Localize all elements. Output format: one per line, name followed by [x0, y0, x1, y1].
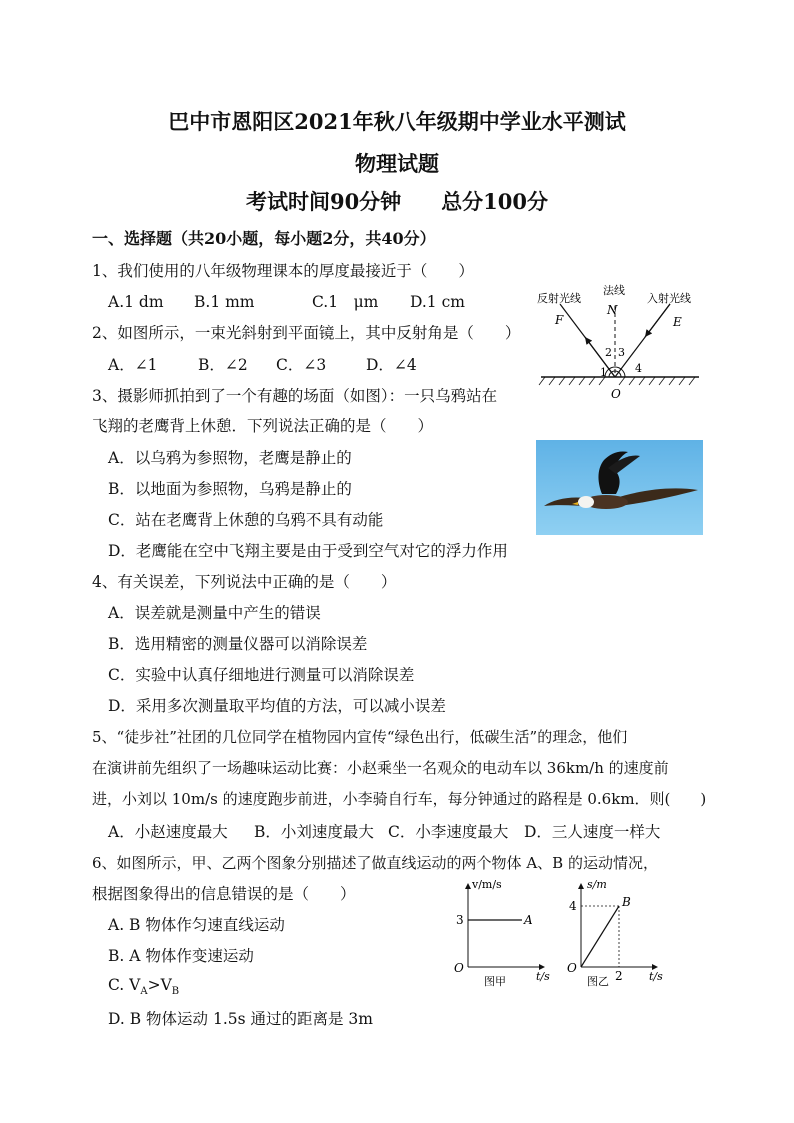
graph-b-distance-time	[565, 872, 675, 990]
graph-a-velocity-time	[448, 872, 558, 990]
exam-time: 考试时间90分钟	[245, 189, 402, 214]
question-5-options	[108, 820, 660, 842]
q4-option-c: C．实验中认真仔细地进行测量可以消除误差	[108, 666, 415, 684]
graph-a-y-tick: 3	[456, 913, 464, 927]
q1-option-b: B.1 mm	[194, 293, 255, 311]
graph-a-series-label: A	[524, 913, 533, 927]
q1-option-c: C.1 μm	[312, 293, 379, 311]
q5-option-b: B．小刘速度最大	[254, 823, 374, 841]
q6-option-a: A. B 物体作匀速直线运动	[108, 916, 285, 934]
question-3-stem-line2: 飞翔的老鹰背上休憩．下列说法正确的是（ ）	[92, 417, 434, 435]
eagle-head	[578, 496, 594, 508]
q3-option-b: B．以地面为参照物，乌鸦是静止的	[108, 480, 352, 498]
graph-b-x-tick: 2	[615, 969, 623, 983]
exam-title: 巴中市恩阳区2021年秋八年级期中学业水平测试	[168, 109, 626, 134]
angle-4-label: 4	[635, 362, 642, 375]
q4-option-d: D．采用多次测量取平均值的方法，可以减小误差	[108, 697, 446, 715]
section-heading: 一、选择题（共20小题，每小题2分，共40分）	[92, 229, 436, 248]
q5-option-c: C．小李速度最大	[388, 823, 509, 841]
graph-a-caption: 图甲	[484, 975, 506, 988]
question-5-stem-line2: 在演讲前先组织了一场趣味运动比赛：小赵乘坐一名观众的电动车以 36km/h 的速度前	[92, 759, 669, 777]
q2-option-a: A．∠1	[108, 356, 158, 374]
q5-option-d: D．三人速度一样大	[524, 823, 661, 841]
question-2-options	[108, 353, 417, 375]
q6-option-c	[108, 976, 179, 997]
q6-option-c-sub-a: A	[140, 986, 148, 998]
label-n: N	[607, 303, 618, 317]
question-4-stem: 4、有关误差，下列说法中正确的是（ ）	[92, 573, 397, 591]
question-5-stem-line1: 5、“徒步社”社团的几位同学在植物园内宣传“绿色出行，低碳生活”的理念，他们	[92, 728, 628, 746]
angle-3-label: 3	[618, 346, 625, 359]
graph-b-origin: O	[567, 961, 577, 975]
graph-b-caption: 图乙	[587, 975, 609, 988]
question-2-stem: 2、如图所示，一束光斜射到平面镜上，其中反射角是（ ）	[92, 324, 521, 342]
angle-1-label: 1	[600, 366, 607, 379]
q3-option-c: C．站在老鹰背上休憩的乌鸦不具有动能	[108, 511, 384, 529]
q4-option-a: A．误差就是测量中产生的错误	[108, 604, 321, 622]
label-e: E	[673, 315, 682, 329]
label-f: F	[555, 313, 564, 327]
graph-b-series-b	[581, 906, 619, 967]
q2-option-c: C．∠3	[276, 356, 327, 374]
q2-option-d: D．∠4	[366, 356, 417, 374]
total-score: 总分100分	[441, 189, 549, 214]
label-o: O	[611, 387, 621, 401]
graph-b-y-label: s/m	[587, 878, 607, 891]
angle-2-label: 2	[605, 346, 612, 359]
q6-option-c-gt: >V	[147, 976, 172, 994]
q1-option-d: D.1 cm	[410, 293, 465, 311]
graph-a-y-label: v/m/s	[472, 878, 502, 891]
graph-b-x-label: t/s	[649, 970, 663, 983]
question-6-stem-line1: 6、如图所示，甲、乙两个图象分别描述了做直线运动的两个物体 A、B 的运动情况，	[92, 854, 658, 872]
q6-option-c-prefix: C. V	[108, 976, 141, 994]
mirror-hatching	[539, 377, 695, 385]
graph-a-x-label: t/s	[536, 970, 550, 983]
q1-option-a: A.1 dm	[108, 293, 164, 311]
q3-option-d: D．老鹰能在空中飞翔主要是由于受到空气对它的浮力作用	[108, 542, 508, 560]
q4-option-b: B．选用精密的测量仪器可以消除误差	[108, 635, 368, 653]
exam-info	[0, 186, 794, 216]
graph-a-origin: O	[454, 961, 464, 975]
graph-b-series-label: B	[622, 895, 631, 909]
question-3-stem-line1: 3、摄影师抓拍到了一个有趣的场面（如图）：一只乌鸦站在	[92, 387, 498, 405]
incident-ray-arrow	[645, 304, 670, 337]
q6-option-c-sub-b: B	[171, 986, 180, 998]
q6-option-d: D. B 物体运动 1.5s 通过的距离是 3m	[108, 1010, 373, 1028]
q2-option-b: B．∠2	[198, 356, 248, 374]
question-1-options	[108, 290, 465, 312]
graph-b-y-tick: 4	[569, 899, 577, 913]
question-5-stem-line3: 进，小刘以 10m/s 的速度跑步前进，小李骑自行车，每分钟通过的路程是 0.6km．则( )	[92, 790, 707, 808]
q5-option-a: A．小赵速度最大	[108, 823, 228, 841]
q3-option-a: A．以乌鸦为参照物，老鹰是静止的	[108, 449, 352, 467]
incident-ray-label: 入射光线	[647, 292, 691, 305]
eagle-crow-photo	[536, 440, 703, 535]
question-6-stem-line2: 根据图象得出的信息错误的是（ ）	[92, 885, 356, 903]
q6-option-b: B. A 物体作变速运动	[108, 947, 254, 965]
normal-label: 法线	[603, 284, 625, 297]
subject-title: 物理试题	[355, 151, 439, 176]
reflection-diagram	[535, 282, 705, 402]
reflected-ray-label: 反射光线	[537, 292, 581, 305]
question-1-stem: 1、我们使用的八年级物理课本的厚度最接近于（ ）	[92, 262, 474, 280]
